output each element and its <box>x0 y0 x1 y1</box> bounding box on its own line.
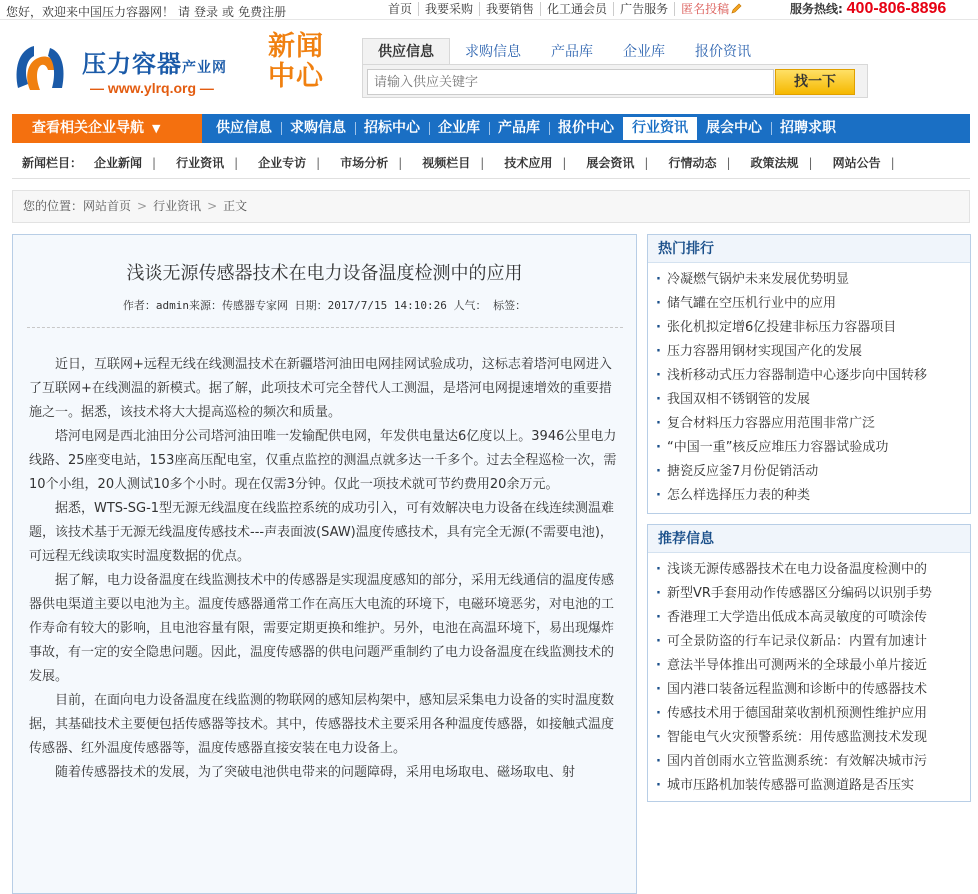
article-body <box>29 353 621 785</box>
search-box <box>362 38 868 116</box>
breadcrumb-prefix: 您的位置： <box>23 199 84 213</box>
nav-supply[interactable]: 供应信息 <box>216 120 272 136</box>
nav-purchase[interactable]: 求购信息 <box>281 114 355 143</box>
top-link-member[interactable]: 化工通会员 <box>541 2 614 16</box>
article-meta: 作者：admin来源：传感器专家网 日期：2017/7/15 14:10:26 人气： 标签： <box>122 299 527 312</box>
hotline-number: 400-806-8896 <box>846 0 947 17</box>
company-guide-label: 查看相关企业导航 <box>32 120 144 136</box>
breadcrumb-current: 正文 <box>223 199 248 213</box>
column-label: 视频栏目 <box>422 156 471 170</box>
article-paragraph: 目前，在面向电力设备温度在线监测的物联网的感知层构架中，感知层采集电力设备的实时温度数据，其基础技术主要便包括传感器等技术。其中，传感器技术主要采用各种温度传感器，如接触式温度传感器、红外温度传感器等，温度传感器直接安装在电力设备上。 <box>29 693 615 756</box>
welcome-area <box>6 3 286 20</box>
list-item[interactable]: · 搪瓷反应釜7月份促销活动 <box>656 460 948 484</box>
column-item[interactable]: 技术应用 | <box>504 156 567 170</box>
company-guide-button[interactable] <box>12 114 202 143</box>
news-columns <box>84 154 905 171</box>
triangle-down-icon: ▼ <box>152 122 161 135</box>
nav-industry-news[interactable]: 行业资讯 <box>623 117 697 140</box>
list-item[interactable]: · 国内首创雨水立管监测系统：有效解决城市污 <box>656 750 948 774</box>
article-paragraph: 据悉，WTS-SG-1型无源无线温度在线监控系统的成功引入，可有效解决电力设备在线连续测温难题，该技术基于无源无线温度传感技术---声表面波(SAW)温度传感技术，具有完全无源(不需要电池)，可远程无线读取实时温度数据的优点。 <box>29 501 615 564</box>
site-logo[interactable] <box>12 36 262 112</box>
column-item[interactable]: 视频栏目 | <box>422 156 485 170</box>
search-button[interactable]: 找一下 <box>775 69 855 95</box>
nav-bidding[interactable]: 招标中心 <box>355 114 429 143</box>
column-label: 技术应用 <box>504 156 553 170</box>
list-item[interactable]: · 国内港口装备远程监测和诊断中的传感器技术 <box>656 678 948 702</box>
search-tab-companies[interactable]: 企业库 <box>623 44 665 60</box>
list-item[interactable]: · 可全景防盗的行车记录仪新品：内置有加速计 <box>656 630 948 654</box>
hot-ranking-title: 热门排行 <box>648 235 970 263</box>
logo-url: — www.ylrq.org — <box>90 80 214 96</box>
list-item[interactable]: · 香港理工大学造出低成本高灵敏度的可喷涂传 <box>656 606 948 630</box>
news-center-title: 新闻中心 <box>268 31 324 92</box>
login-link[interactable]: 登录 <box>194 5 219 19</box>
search-form <box>362 64 868 98</box>
list-item[interactable]: · 意法半导体推出可测两米的全球最小单片接近 <box>656 654 948 678</box>
nav-jobs[interactable]: 招聘求职 <box>771 114 845 143</box>
column-label: 市场分析 <box>340 156 389 170</box>
nav-companies[interactable]: 企业库 <box>429 114 489 143</box>
nav-products[interactable]: 产品库 <box>489 114 549 143</box>
site-header <box>0 20 978 114</box>
top-link-purchase[interactable]: 我要采购 <box>419 2 480 16</box>
column-label: 网站公告 <box>832 156 881 170</box>
column-label: 企业新闻 <box>94 156 143 170</box>
top-link-ads[interactable]: 广告服务 <box>614 2 675 16</box>
news-columns-label: 新闻栏目： <box>22 156 83 170</box>
pencil-icon <box>731 2 743 14</box>
logo-name <box>82 44 227 79</box>
hot-ranking-panel <box>647 234 971 514</box>
list-item[interactable]: · 压力容器用钢材实现国产化的发展 <box>656 340 948 364</box>
list-item[interactable]: · 传感技术用于德国甜菜收割机预测性维护应用 <box>656 702 948 726</box>
list-item[interactable]: · 新型VR手套用动作传感器区分编码以识别手势 <box>656 582 948 606</box>
nav-prices[interactable]: 报价中心 <box>549 114 623 143</box>
recommend-list <box>648 553 970 798</box>
welcome-text: 您好，欢迎来中国压力容器网！ <box>6 5 175 19</box>
list-item[interactable]: · 浅析移动式压力容器制造中心逐步向中国转移 <box>656 364 948 388</box>
logo-mark-icon <box>12 40 68 96</box>
register-link[interactable]: 免费注册 <box>238 5 287 19</box>
list-item[interactable]: · 怎么样选择压力表的种类 <box>656 484 948 508</box>
list-item[interactable]: · 浅谈无源传感器技术在电力设备温度检测中的 <box>656 558 948 582</box>
search-input[interactable] <box>367 69 774 95</box>
article-paragraph: 塔河电网是西北油田分公司塔河油田唯一发输配供电网，年发供电量达6亿度以上。3946公里电力线路、25座变电站，153座高压配电室，仅重点监控的测温点就多达一千多个。过去全程巡检一次，需10个小组，20人测试10多个小时。现在仅需3分钟。仅此一项技术就可节约费用20余万元。 <box>29 429 617 492</box>
recommend-panel <box>647 524 971 802</box>
list-item[interactable]: · 复合材料压力容器应用范围非常广泛 <box>656 412 948 436</box>
logo-url-text: www.ylrq.org <box>107 80 197 96</box>
column-label: 企业专访 <box>258 156 307 170</box>
column-label: 展会资讯 <box>586 156 635 170</box>
list-item[interactable]: · 智能电气火灾预警系统：用传感监测技术发现 <box>656 726 948 750</box>
chevron-right-icon: > <box>207 199 218 213</box>
breadcrumb-home[interactable]: 网站首页 <box>83 199 132 213</box>
search-tab-supply[interactable]: 供应信息 <box>362 38 450 64</box>
list-item[interactable]: · “中国一重”核反应堆压力容器试验成功 <box>656 436 948 460</box>
article-paragraph: 随着传感器技术的发展，为了突破电池供电带来的问题障碍，采用电场取电、磁场取电、射 <box>55 765 576 780</box>
hotline <box>790 0 946 18</box>
main-nav <box>12 114 970 143</box>
submit-link-label: 匿名投稿 <box>681 2 730 16</box>
login-prompt: 请 <box>178 5 191 19</box>
list-item[interactable]: · 城市压路机加装传感器可监测道路是否压实 <box>656 774 948 798</box>
top-links <box>382 2 749 16</box>
hotline-label: 服务热线: <box>790 2 843 16</box>
column-item[interactable]: 行情动态 | <box>668 156 731 170</box>
or-text: 或 <box>222 5 235 19</box>
column-label: 行业资讯 <box>176 156 225 170</box>
column-item[interactable]: 市场分析 | <box>340 156 403 170</box>
top-link-sell[interactable]: 我要销售 <box>480 2 541 16</box>
chevron-right-icon: > <box>137 199 148 213</box>
article-paragraph: 据了解，电力设备温度在线监测技术中的传感器是实现温度感知的部分，采用无线通信的温度传感器供电渠道主要以电池为主。温度传感器通常工作在高压大电流的环境下，电磁环境恶劣，对电池的工作寿命有较大的影响，且电池容量有限，需要定期更换和维护。另外，电池在高温环境下，易出现爆炸事故，有一定的安全隐患问题。因此，温度传感器的供电问题严重制约了电力设备温度在线监测技术的发展。 <box>29 573 615 684</box>
breadcrumb <box>12 190 970 223</box>
top-bar <box>0 0 978 20</box>
column-item[interactable]: 行业资讯 | <box>176 156 239 170</box>
divider <box>27 327 623 328</box>
hot-ranking-list <box>648 263 970 508</box>
list-item[interactable]: · 张化机拟定增6亿投建非标压力容器项目 <box>656 316 948 340</box>
column-label: 行情动态 <box>668 156 717 170</box>
logo-name-text: 压力容器 <box>82 50 182 78</box>
top-link-submit[interactable] <box>675 2 749 16</box>
article-paragraph: 近日，互联网+远程无线在线测温技术在新疆塔河油田电网挂网试验成功，这标志着塔河电网进入了互联网+在线测温的新模式。据了解，此项技术可完全替代人工测温，是塔河电网提速增效的重要措施之一。据悉，该技术将大大提高巡检的频次和质量。 <box>29 357 612 420</box>
main-nav-items <box>207 114 845 143</box>
recommend-title: 推荐信息 <box>648 525 970 553</box>
search-tabs <box>362 38 766 64</box>
article-title: 浅谈无源传感器技术在电力设备温度检测中的应用 <box>126 263 523 284</box>
news-columns-nav <box>12 143 970 179</box>
nav-exhibitions[interactable]: 展会中心 <box>706 120 762 136</box>
column-item[interactable]: 企业新闻 | <box>94 156 157 170</box>
list-item[interactable]: · 冷凝燃气锅炉未来发展优势明显 <box>656 268 948 292</box>
search-tab-products[interactable]: 产品库 <box>551 44 593 60</box>
column-label: 政策法规 <box>750 156 799 170</box>
article-panel <box>12 234 637 894</box>
column-item[interactable]: 展会资讯 | <box>586 156 649 170</box>
list-item[interactable]: · 我国双相不锈钢管的发展 <box>656 388 948 412</box>
logo-suffix: 产业网 <box>182 60 227 76</box>
top-link-home[interactable]: 首页 <box>382 2 419 16</box>
search-tab-prices[interactable]: 报价资讯 <box>695 44 751 60</box>
column-item[interactable]: 网站公告 | <box>832 156 895 170</box>
breadcrumb-industry-news[interactable]: 行业资讯 <box>153 199 202 213</box>
column-item[interactable]: 企业专访 | <box>258 156 321 170</box>
column-item[interactable]: 政策法规 | <box>750 156 813 170</box>
search-tab-purchase[interactable]: 求购信息 <box>465 44 521 60</box>
list-item[interactable]: · 储气罐在空压机行业中的应用 <box>656 292 948 316</box>
